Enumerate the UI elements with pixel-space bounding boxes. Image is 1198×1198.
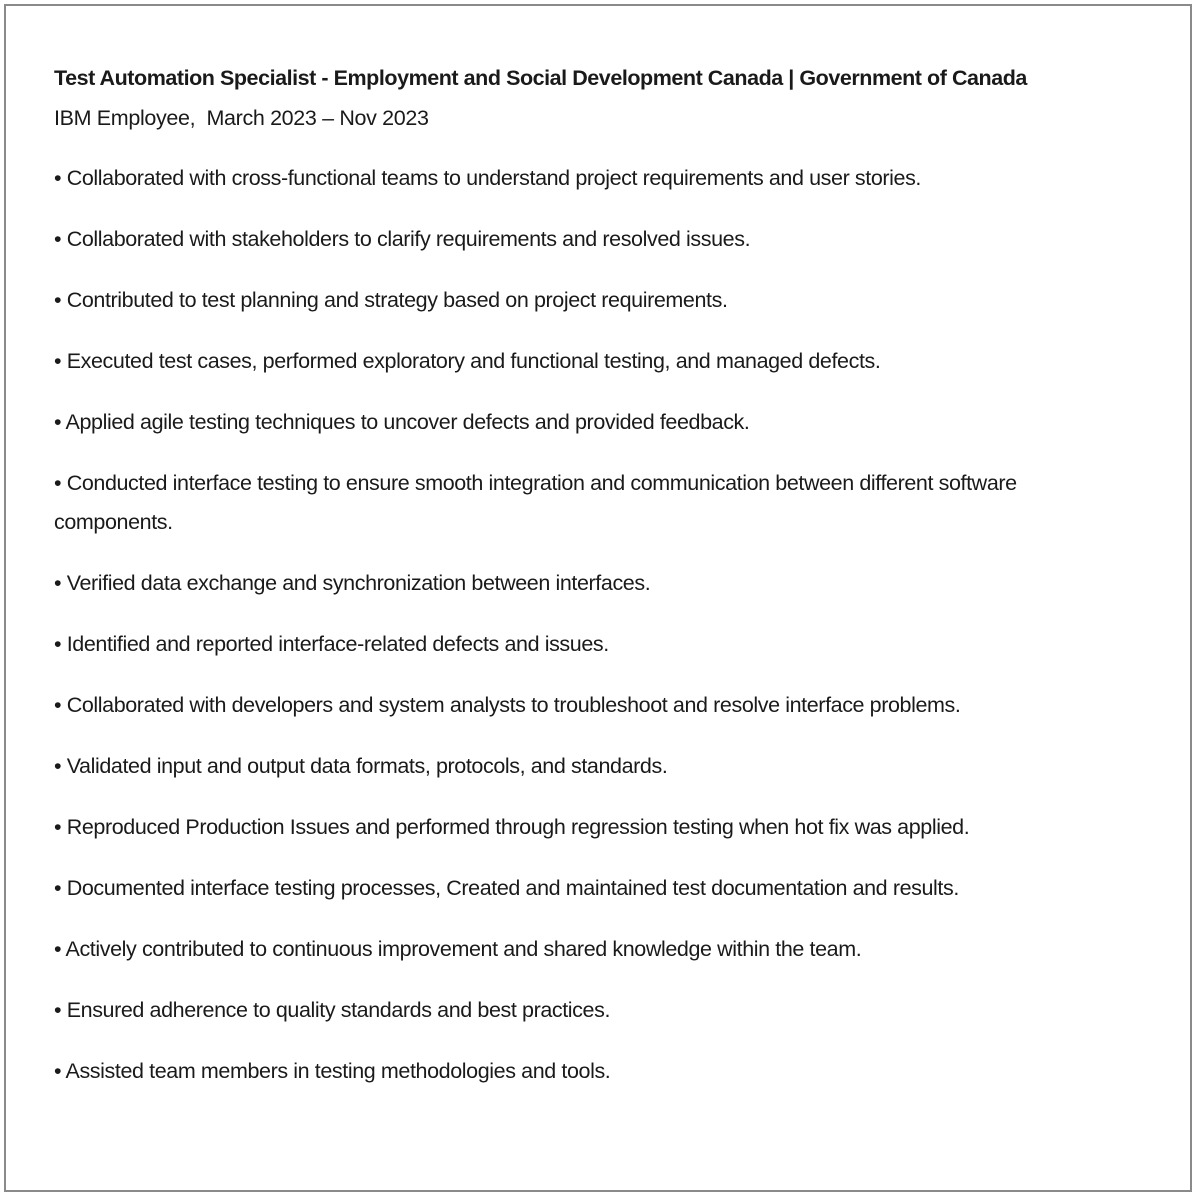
list-item: • Ensured adherence to quality standards and best practices. [54,998,611,1022]
list-item: • Documented interface testing processes, Created and maintained test documentation and results. [54,876,959,900]
list-item: • Applied agile testing techniques to uncover defects and provided feedback. [54,410,750,434]
list-item: • Executed test cases, performed exploratory and functional testing, and managed defects. [54,349,881,373]
list-item: • Validated input and output data formats, protocols, and standards. [54,754,668,778]
list-item: • Collaborated with stakeholders to clarify requirements and resolved issues. [54,227,751,251]
document-frame [4,4,1192,1192]
list-item: • Assisted team members in testing methodologies and tools. [54,1059,611,1083]
employment-details: IBM Employee, March 2023 – Nov 2023 [54,106,429,130]
list-item: • Identified and reported interface-related defects and issues. [54,632,609,656]
responsibilities-list [54,159,1139,1091]
list-item: • Collaborated with cross-functional teams to understand project requirements and user stories. [54,166,922,190]
list-item: • Contributed to test planning and strategy based on project requirements. [54,288,728,312]
list-item: • Reproduced Production Issues and performed through regression testing when hot fix was applied. [54,815,970,839]
list-item: • Collaborated with developers and system analysts to troubleshoot and resolve interface problems. [54,693,961,717]
document-content [54,61,1139,1113]
list-item: • Conducted interface testing to ensure smooth integration and communication between different software components. [54,471,1017,534]
list-item: • Actively contributed to continuous improvement and shared knowledge within the team. [54,937,862,961]
list-item: • Verified data exchange and synchronization between interfaces. [54,571,651,595]
job-title: Test Automation Specialist - Employment and Social Development Canada | Government of Canada [54,66,1027,90]
